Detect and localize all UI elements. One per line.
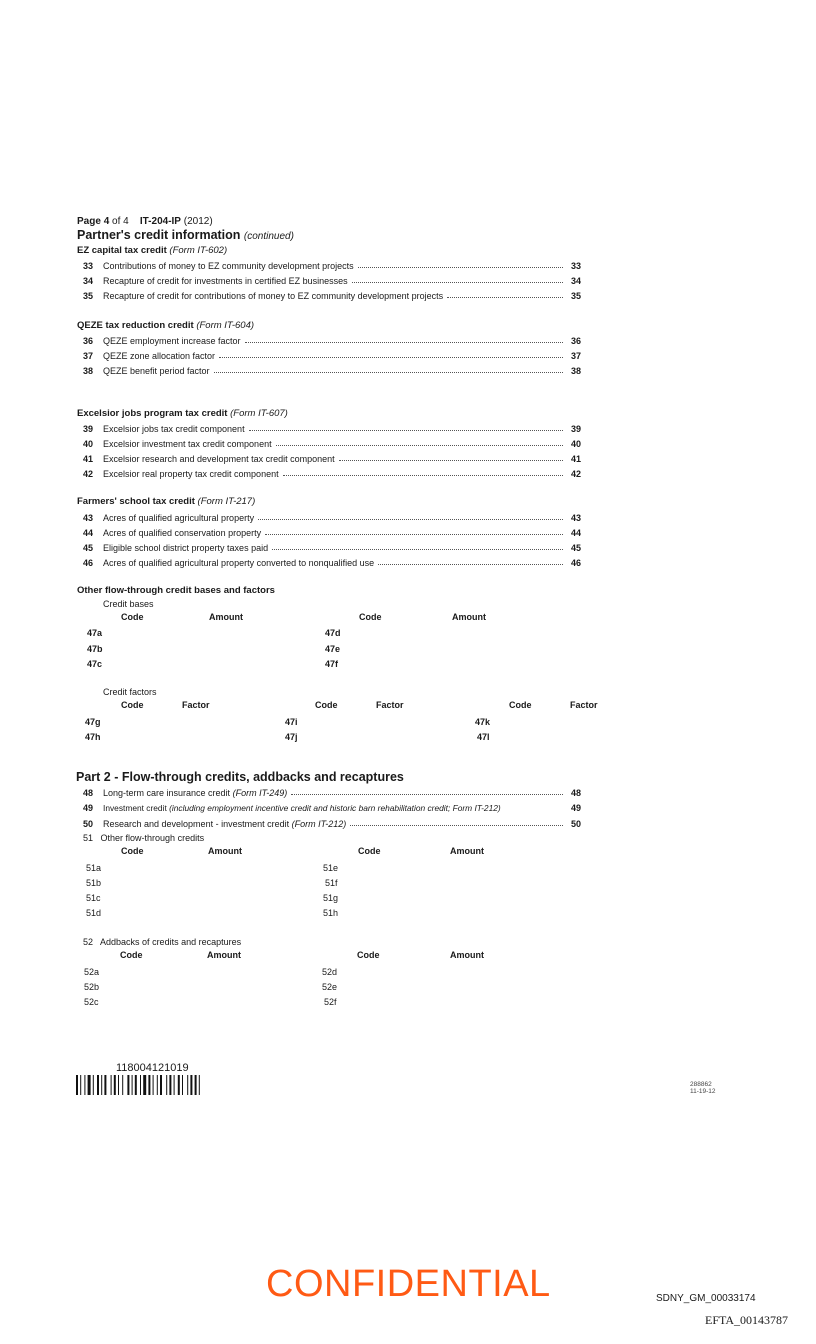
barcode-bar xyxy=(80,1075,81,1095)
line-50-text: Research and development - investment credit xyxy=(103,819,290,829)
line-label: Excelsior jobs tax credit component xyxy=(103,424,245,434)
line-num: 45 xyxy=(83,543,94,553)
line-36 xyxy=(83,334,581,346)
line-num: 33 xyxy=(83,261,94,271)
barcode-bar xyxy=(148,1075,150,1095)
line-end-num: 35 xyxy=(570,291,581,301)
line-49-end: 49 xyxy=(570,803,581,813)
l51-code-header-left: Code xyxy=(121,846,144,856)
excelsior-form: (Form IT-607) xyxy=(230,408,288,419)
ez-form: (Form IT-602) xyxy=(169,245,228,256)
line-end-num: 40 xyxy=(570,439,581,449)
line-label: QEZE employment increase factor xyxy=(103,336,241,346)
line-label: Recapture of credit for investments in certified EZ businesses xyxy=(103,276,348,286)
barcode-bar xyxy=(178,1075,180,1095)
line-47a: 47a xyxy=(87,628,103,638)
line-num: 43 xyxy=(83,513,94,523)
line-end-num: 42 xyxy=(570,469,581,479)
line-35 xyxy=(83,289,581,301)
line-48-text: Long-term care insurance credit xyxy=(103,788,231,798)
line-end-num: 41 xyxy=(570,454,581,464)
barcode-number: 118004121019 xyxy=(116,1062,189,1074)
leader-dots xyxy=(447,296,563,298)
line-52-text: Addbacks of credits and recaptures xyxy=(100,937,242,947)
line-47e: 47e xyxy=(325,644,341,654)
line-num: 39 xyxy=(83,424,94,434)
line-38 xyxy=(83,364,581,376)
credit-bases-label: Credit bases xyxy=(103,599,154,609)
line-51c: 51c xyxy=(86,893,101,903)
excelsior-heading xyxy=(77,408,288,419)
leader-dots xyxy=(249,429,563,431)
leader-dots xyxy=(502,809,566,810)
leader-dots xyxy=(283,474,563,476)
line-51h: 51h xyxy=(323,908,339,918)
page-number: 4 xyxy=(103,216,110,227)
bases-amount-header-left: Amount xyxy=(209,612,243,622)
barcode-bar xyxy=(84,1075,85,1095)
line-label: Recapture of credit for contributions of money to EZ community development projects xyxy=(103,291,444,301)
title-main: Partner's credit information xyxy=(77,228,241,242)
barcode-bar xyxy=(93,1075,94,1095)
line-num: 41 xyxy=(83,454,94,464)
barcode-bar xyxy=(153,1075,154,1095)
line-num: 40 xyxy=(83,439,94,449)
leader-dots xyxy=(219,356,563,358)
line-52a: 52a xyxy=(84,967,100,977)
l51-amount-header-right: Amount xyxy=(450,846,484,856)
line-51d: 51d xyxy=(86,908,102,918)
line-47c: 47c xyxy=(87,659,103,669)
form-id: IT-204-IP xyxy=(139,216,181,227)
line-num: 36 xyxy=(83,336,94,346)
line-39 xyxy=(83,422,581,434)
bases-code-header-right: Code xyxy=(359,612,382,622)
line-49 xyxy=(83,801,581,813)
line-num: 35 xyxy=(83,291,94,301)
line-51e: 51e xyxy=(323,863,339,873)
factors-factor-header-3: Factor xyxy=(570,700,598,710)
confidential-stamp: CONFIDENTIAL xyxy=(266,1263,551,1305)
line-47b: 47b xyxy=(87,644,103,654)
line-label: QEZE benefit period factor xyxy=(103,366,210,376)
leader-dots xyxy=(350,824,563,826)
line-51b: 51b xyxy=(86,878,102,888)
leader-dots xyxy=(339,459,563,461)
barcode-bar xyxy=(199,1075,200,1095)
line-48-form: (Form IT-249) xyxy=(232,788,288,798)
line-51g: 51g xyxy=(323,893,339,903)
line-48-label xyxy=(103,788,287,798)
line-label: Acres of qualified conservation property xyxy=(103,528,262,538)
line-52d: 52d xyxy=(322,967,338,977)
leader-dots xyxy=(358,266,563,268)
bases-amount-header-right: Amount xyxy=(452,612,486,622)
qeze-heading-label: QEZE tax reduction credit xyxy=(77,320,194,331)
barcode-bar xyxy=(190,1075,192,1095)
line-end-num: 38 xyxy=(570,366,581,376)
factors-factor-header-2: Factor xyxy=(376,700,404,710)
bases-code-header-left: Code xyxy=(121,612,144,622)
excelsior-heading-label: Excelsior jobs program tax credit xyxy=(77,408,228,419)
line-end-num: 43 xyxy=(570,513,581,523)
factors-factor-header-1: Factor xyxy=(182,700,210,710)
barcode-bar xyxy=(143,1075,146,1095)
form-code xyxy=(690,1081,716,1095)
line-51-label xyxy=(83,833,204,843)
leader-dots xyxy=(245,341,563,343)
barcode-bar xyxy=(118,1075,119,1095)
line-47j: 47j xyxy=(285,732,298,742)
line-50-label xyxy=(103,819,346,829)
barcode-bar xyxy=(132,1075,133,1095)
barcode-bar xyxy=(140,1075,141,1095)
barcode-bar xyxy=(174,1075,175,1095)
barcode-bar xyxy=(114,1075,116,1095)
leader-dots xyxy=(276,444,563,446)
leader-dots xyxy=(291,793,563,795)
qeze-form: (Form IT-604) xyxy=(196,320,255,331)
barcode-icon xyxy=(76,1075,220,1095)
line-44 xyxy=(83,526,581,538)
line-52b: 52b xyxy=(84,982,100,992)
farmers-heading xyxy=(77,496,255,507)
line-41 xyxy=(83,452,581,464)
line-num: 42 xyxy=(83,469,94,479)
line-48-end: 48 xyxy=(570,788,581,798)
ez-heading-label: EZ capital tax credit xyxy=(77,245,167,256)
line-47d: 47d xyxy=(325,628,341,638)
line-49-form: (including employment incentive credit and historic barn rehabilitation credit; Form IT-212) xyxy=(169,803,501,813)
line-49-num: 49 xyxy=(83,803,94,813)
barcode-bar xyxy=(135,1075,137,1095)
barcode-bar xyxy=(127,1075,129,1095)
l52-code-header-right: Code xyxy=(357,950,380,960)
barcode-bar xyxy=(166,1075,167,1095)
form-code-date: 11-19-12 xyxy=(690,1088,716,1095)
other-heading: Other flow-through credit bases and factors xyxy=(77,585,275,596)
line-label: Eligible school district property taxes paid xyxy=(103,543,269,553)
line-label: Excelsior investment tax credit component xyxy=(103,439,272,449)
barcode-bar xyxy=(157,1075,158,1095)
qeze-heading xyxy=(77,320,254,331)
line-51f: 51f xyxy=(325,878,338,888)
line-47f: 47f xyxy=(325,659,339,669)
barcode-bar xyxy=(195,1075,197,1095)
line-43 xyxy=(83,511,581,523)
line-51-num: 51 xyxy=(83,833,94,843)
line-40 xyxy=(83,437,581,449)
line-50 xyxy=(83,817,581,829)
line-47l: 47l xyxy=(477,732,490,742)
line-47k: 47k xyxy=(475,717,491,727)
l51-code-header-right: Code xyxy=(358,846,381,856)
line-label: Contributions of money to EZ community development projects xyxy=(103,261,354,271)
line-48 xyxy=(83,786,581,798)
line-47g: 47g xyxy=(85,717,101,727)
farmers-form: (Form IT-217) xyxy=(197,496,256,507)
leader-dots xyxy=(214,371,563,373)
barcode-bar xyxy=(160,1075,162,1095)
factors-code-header-3: Code xyxy=(509,700,532,710)
l52-amount-header-left: Amount xyxy=(207,950,241,960)
page-header xyxy=(77,216,213,227)
barcode-bar xyxy=(97,1075,99,1095)
barcode-bar xyxy=(111,1075,112,1095)
barcode-bar xyxy=(76,1075,78,1095)
line-33 xyxy=(83,259,581,271)
line-50-end: 50 xyxy=(570,819,581,829)
bates-sdny: SDNY_GM_00033174 xyxy=(656,1293,756,1304)
line-num: 44 xyxy=(83,528,94,538)
line-52f: 52f xyxy=(324,997,337,1007)
line-52c: 52c xyxy=(84,997,99,1007)
barcode-bar xyxy=(187,1075,188,1095)
line-end-num: 33 xyxy=(570,261,581,271)
form-year: (2012) xyxy=(183,216,213,227)
line-label: Excelsior research and development tax credit component xyxy=(103,454,335,464)
ez-heading xyxy=(77,245,227,256)
line-50-form: (Form IT-212) xyxy=(291,819,347,829)
line-46 xyxy=(83,556,581,568)
line-49-label xyxy=(103,803,501,813)
bates-efta: EFTA_00143787 xyxy=(705,1313,789,1327)
barcode-bar xyxy=(88,1075,91,1095)
line-50-num: 50 xyxy=(83,819,94,829)
line-48-num: 48 xyxy=(83,788,94,798)
page-title xyxy=(77,228,294,242)
barcode-bar xyxy=(104,1075,106,1095)
line-label: Acres of qualified agricultural property converted to nonqualified use xyxy=(103,558,375,568)
l52-amount-header-right: Amount xyxy=(450,950,484,960)
line-49-text: Investment credit xyxy=(103,803,167,813)
factors-code-header-1: Code xyxy=(121,700,144,710)
factors-code-header-2: Code xyxy=(315,700,338,710)
leader-dots xyxy=(258,518,563,520)
line-end-num: 37 xyxy=(570,351,581,361)
line-end-num: 39 xyxy=(570,424,581,434)
line-51-text: Other flow-through credits xyxy=(100,833,205,843)
farmers-heading-label: Farmers' school tax credit xyxy=(77,496,195,507)
barcode-bar xyxy=(122,1075,123,1095)
leader-dots xyxy=(378,563,563,565)
line-end-num: 45 xyxy=(570,543,581,553)
line-label: QEZE zone allocation factor xyxy=(103,351,216,361)
line-num: 46 xyxy=(83,558,94,568)
line-37 xyxy=(83,349,581,361)
leader-dots xyxy=(265,533,563,535)
line-num: 34 xyxy=(83,276,94,286)
barcode-bar xyxy=(182,1075,183,1095)
page-suffix: of 4 xyxy=(112,216,129,227)
line-end-num: 46 xyxy=(570,558,581,568)
line-42 xyxy=(83,467,581,479)
form-code-number: 288862 xyxy=(690,1081,712,1088)
line-47i: 47i xyxy=(285,717,298,727)
line-52-label xyxy=(83,937,241,947)
leader-dots xyxy=(272,548,563,550)
line-num: 38 xyxy=(83,366,94,376)
line-52e: 52e xyxy=(322,982,338,992)
line-47h: 47h xyxy=(85,732,101,742)
credit-factors-label: Credit factors xyxy=(103,687,157,697)
page-prefix: Page xyxy=(77,216,101,227)
line-end-num: 36 xyxy=(570,336,581,346)
part2-title: Part 2 - Flow-through credits, addbacks and recaptures xyxy=(76,770,404,784)
line-end-num: 44 xyxy=(570,528,581,538)
title-sub: (continued) xyxy=(243,231,294,242)
line-51a: 51a xyxy=(86,863,102,873)
l51-amount-header-left: Amount xyxy=(208,846,242,856)
l52-code-header-left: Code xyxy=(120,950,143,960)
leader-dots xyxy=(352,281,563,283)
line-label: Acres of qualified agricultural property xyxy=(103,513,255,523)
line-label: Excelsior real property tax credit component xyxy=(103,469,279,479)
barcode-bar xyxy=(101,1075,102,1095)
line-52-num: 52 xyxy=(83,937,94,947)
line-num: 37 xyxy=(83,351,94,361)
line-34 xyxy=(83,274,581,286)
line-end-num: 34 xyxy=(570,276,581,286)
barcode-bar xyxy=(169,1075,171,1095)
line-45 xyxy=(83,541,581,553)
